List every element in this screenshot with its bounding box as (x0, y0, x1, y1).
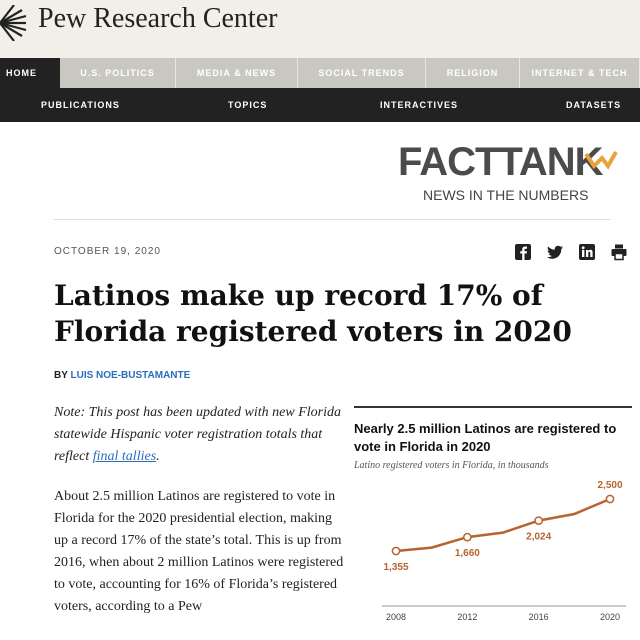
data-label-2008: 1,355 (383, 562, 409, 573)
secondary-nav (0, 88, 640, 122)
data-label-2020: 2,500 (597, 480, 623, 491)
article-title: Latinos make up record 17% of Florida registered voters in 2020 (54, 279, 572, 348)
author-link[interactable]: LUIS NOE-BUSTAMANTE (70, 370, 191, 381)
update-note: Note: This post has been updated with new Florida statewide Hispanic voter registration totals that reflect final tallies. (54, 405, 341, 464)
final-tallies-link[interactable]: final tallies (92, 449, 157, 464)
pew-logo-icon[interactable] (0, 5, 30, 41)
byline (54, 370, 190, 381)
series-line (396, 499, 610, 551)
note-text: Note: This post has been updated with new Florida statewide Hispanic voter registration totals that reflect (54, 405, 341, 464)
chart-subtitle: Latino registered voters in Florida, in thousands (354, 460, 549, 471)
nav-religion[interactable]: RELIGION (426, 58, 520, 88)
nav-social-trends[interactable]: SOCIAL TRENDS (298, 58, 426, 88)
brand-name[interactable]: Pew Research Center (38, 3, 278, 34)
nav-publications[interactable]: PUBLICATIONS (41, 100, 120, 110)
site-header (0, 0, 640, 58)
data-point-2016 (535, 517, 542, 524)
nav-home[interactable]: HOME (6, 68, 37, 78)
twitter-icon[interactable] (546, 243, 564, 261)
nav-datasets[interactable]: DATASETS (566, 100, 622, 110)
primary-nav (0, 58, 640, 88)
facttank-chart-icon (584, 146, 618, 180)
divider (54, 219, 610, 220)
byline-prefix: BY (54, 370, 68, 381)
section-logo[interactable]: FACTTANK (398, 140, 603, 184)
article-body: About 2.5 million Latinos are registered to vote in Florida for the 2020 presidential election, making up a record 17% of the state’s total. This is up from 2016, when about 2 million Latinos were registered to vote, accounting for 16% of Florida’s registered voters, according to a Pew (54, 489, 344, 614)
x-tick-2016: 2016 (528, 612, 549, 622)
linkedin-icon[interactable] (578, 243, 596, 261)
data-point-2012 (464, 534, 471, 541)
chart-figure (354, 406, 632, 640)
article-date: OCTOBER 19, 2020 (54, 246, 161, 257)
nav-topics[interactable]: TOPICS (228, 100, 268, 110)
nav-interactives[interactable]: INTERACTIVES (380, 100, 459, 110)
data-label-2016: 2,024 (526, 531, 552, 543)
data-point-2008 (392, 547, 399, 554)
chart-title: Nearly 2.5 million Latinos are registered to vote in Florida in 2020 (354, 421, 617, 454)
facebook-icon[interactable] (514, 243, 532, 261)
nav-media-news[interactable]: MEDIA & NEWS (176, 58, 298, 88)
x-tick-2012: 2012 (457, 612, 478, 622)
chart-plot (354, 406, 632, 640)
nav-us-politics[interactable]: U.S. POLITICS (60, 58, 176, 88)
x-tick-2008: 2008 (385, 612, 407, 622)
data-label-2012: 1,660 (454, 548, 480, 560)
section-tagline: NEWS IN THE NUMBERS (423, 187, 589, 203)
print-icon[interactable] (610, 243, 628, 261)
x-tick-2020: 2020 (599, 612, 621, 622)
data-point-2020 (606, 495, 613, 502)
nav-internet-tech[interactable]: INTERNET & TECH (520, 58, 640, 88)
